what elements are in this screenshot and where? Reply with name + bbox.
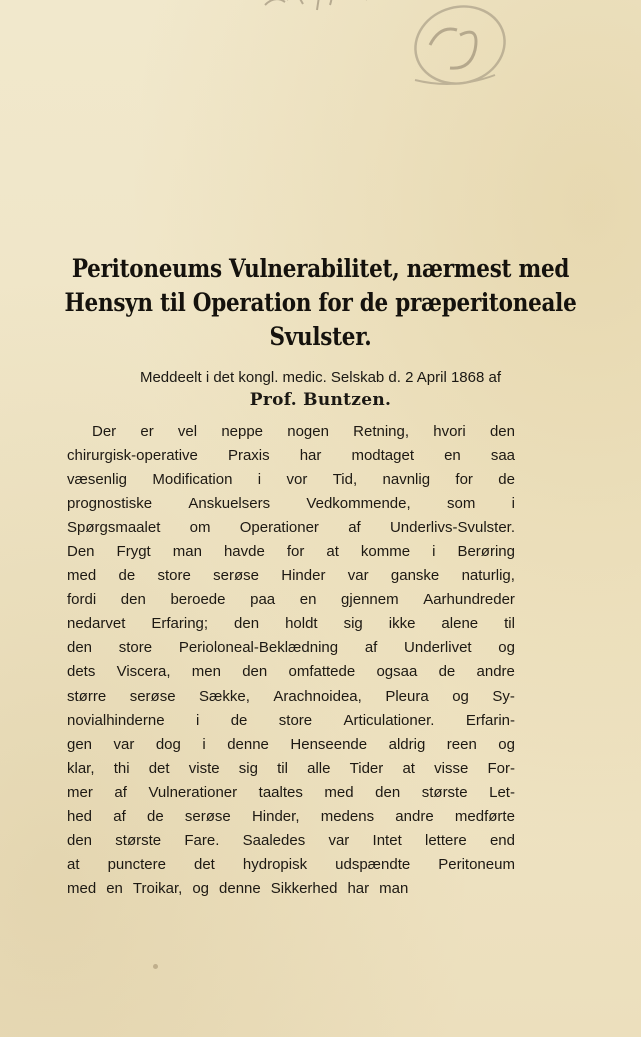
word: den bbox=[489, 423, 515, 440]
word: for bbox=[286, 543, 305, 561]
word: som bbox=[446, 495, 476, 513]
word: at bbox=[326, 543, 339, 561]
word: neppe bbox=[221, 423, 264, 440]
word: Perioloneal-Beklædning bbox=[178, 639, 339, 657]
word: thi bbox=[113, 759, 130, 777]
word: Fare. bbox=[184, 831, 220, 849]
word: ikke bbox=[388, 615, 416, 633]
word: Articulationer. bbox=[343, 711, 435, 729]
word: Retning, bbox=[353, 423, 410, 440]
word: Spørgsmaalet bbox=[67, 519, 161, 537]
word: vor bbox=[286, 471, 308, 489]
title-line-1: Peritoneums Vulnerabilitet, nærmest med bbox=[71, 254, 570, 283]
word: den bbox=[120, 591, 146, 609]
text-line bbox=[67, 660, 515, 684]
word: var bbox=[113, 735, 135, 753]
word: man bbox=[379, 879, 409, 897]
text-line bbox=[67, 420, 515, 444]
word: med bbox=[67, 567, 97, 585]
text-line bbox=[67, 781, 515, 805]
word: dets bbox=[67, 663, 96, 681]
word: den bbox=[242, 663, 268, 681]
word: Tid, bbox=[332, 471, 358, 489]
text-line bbox=[67, 468, 515, 492]
word: af bbox=[348, 519, 361, 537]
word: største bbox=[115, 831, 162, 849]
word: og bbox=[498, 735, 515, 753]
word: Peritoneum bbox=[438, 855, 515, 873]
word: hydropisk bbox=[242, 855, 308, 873]
word: for bbox=[455, 471, 473, 489]
word: i bbox=[511, 495, 515, 513]
word: Saaledes bbox=[242, 831, 306, 849]
word: nogen bbox=[287, 423, 329, 440]
word: ganske bbox=[390, 567, 440, 585]
text-line bbox=[67, 757, 515, 781]
word: i bbox=[202, 735, 206, 753]
author-name: Prof. Buntzen. bbox=[249, 390, 392, 410]
word: Arachnoidea, bbox=[273, 687, 362, 705]
word: med bbox=[324, 783, 354, 801]
word: alene bbox=[441, 615, 479, 633]
word: Berøring bbox=[457, 543, 515, 561]
word: visse bbox=[434, 759, 469, 777]
word: taaltes bbox=[258, 783, 303, 801]
word: holdt bbox=[285, 615, 318, 633]
text-line bbox=[67, 685, 515, 709]
word: nedarvet bbox=[67, 615, 126, 633]
word: var bbox=[328, 831, 350, 849]
word: omfattede bbox=[288, 663, 356, 681]
text-line bbox=[67, 877, 515, 901]
word: om bbox=[189, 519, 211, 537]
word: gen bbox=[67, 735, 93, 753]
word: er bbox=[140, 423, 154, 440]
word: det bbox=[193, 855, 215, 873]
text-line bbox=[67, 444, 515, 468]
word: hvori bbox=[433, 423, 466, 440]
word: har bbox=[347, 879, 370, 897]
word: Underlivs-Svulster. bbox=[389, 519, 515, 537]
text-line bbox=[67, 733, 515, 757]
text-line bbox=[67, 805, 515, 829]
word: reen bbox=[446, 735, 477, 753]
word: har bbox=[299, 447, 322, 465]
word: aldrig bbox=[388, 735, 426, 753]
word: i bbox=[432, 543, 436, 561]
word: var bbox=[347, 567, 369, 585]
word: lettere bbox=[424, 831, 467, 849]
title-line-2: Hensyn til Operation for de præperitoneale bbox=[64, 288, 577, 317]
word: serøse bbox=[129, 687, 176, 705]
word: store bbox=[278, 711, 313, 729]
word: Hinder, bbox=[251, 807, 300, 825]
word: klar, bbox=[67, 759, 95, 777]
word: Anskuelsers bbox=[188, 495, 271, 513]
word: væsenlig bbox=[67, 471, 128, 489]
title-line-3: Svulster. bbox=[269, 322, 372, 351]
word: denne bbox=[227, 735, 269, 753]
word: de bbox=[498, 471, 515, 489]
word: man bbox=[172, 543, 202, 561]
word: punctere bbox=[107, 855, 166, 873]
word: Operationer bbox=[239, 519, 319, 537]
word: alle bbox=[307, 759, 331, 777]
word: den bbox=[375, 783, 401, 801]
word: sig bbox=[238, 759, 258, 777]
word: Sikkerhed bbox=[270, 879, 338, 897]
word: Pleura bbox=[385, 687, 429, 705]
word: gjennem bbox=[341, 591, 399, 609]
word: store bbox=[118, 639, 153, 657]
article-title bbox=[62, 252, 579, 354]
word: novialhinderne bbox=[67, 711, 165, 729]
word: dog bbox=[155, 735, 181, 753]
word: de bbox=[118, 567, 136, 585]
word: større bbox=[67, 687, 107, 705]
word: Underlivet bbox=[404, 639, 472, 657]
text-line bbox=[67, 492, 515, 516]
word: hed bbox=[67, 807, 93, 825]
word: saa bbox=[490, 447, 515, 465]
text-line bbox=[67, 829, 515, 853]
word: Viscera, bbox=[116, 663, 171, 681]
word: serøse bbox=[184, 807, 231, 825]
word: Henseende bbox=[290, 735, 368, 753]
word: en bbox=[106, 879, 123, 897]
word: Sy- bbox=[492, 687, 515, 705]
word: Praxis bbox=[227, 447, 270, 465]
word: Let- bbox=[489, 783, 515, 801]
word: end bbox=[489, 831, 515, 849]
word: til bbox=[504, 615, 515, 633]
text-line bbox=[67, 709, 515, 733]
text-line bbox=[67, 516, 515, 540]
word: til bbox=[277, 759, 288, 777]
library-stamp bbox=[225, 0, 525, 100]
word: af bbox=[364, 639, 378, 657]
word: Modification bbox=[152, 471, 233, 489]
word: i bbox=[257, 471, 262, 489]
word: udspændte bbox=[335, 855, 411, 873]
word: en bbox=[299, 591, 317, 609]
word: Der bbox=[92, 423, 117, 440]
word: komme bbox=[360, 543, 411, 561]
word: store bbox=[157, 567, 191, 585]
word: de bbox=[438, 663, 456, 681]
presentation-note: Meddeelt i det kongl. medic. Selskab d. 2 April 1868 af bbox=[139, 369, 502, 386]
word: Vedkommende, bbox=[306, 495, 411, 513]
word: fordi bbox=[67, 591, 97, 609]
text-line bbox=[67, 636, 515, 660]
word: Aarhundreder bbox=[423, 591, 515, 609]
word: mer bbox=[67, 783, 93, 801]
word: den bbox=[67, 831, 93, 849]
word: af bbox=[113, 807, 126, 825]
article-byline bbox=[40, 366, 601, 412]
word: at bbox=[67, 855, 80, 873]
word: Sække, bbox=[199, 687, 250, 705]
text-line bbox=[67, 540, 515, 564]
word: beroede bbox=[170, 591, 226, 609]
word: Intet bbox=[372, 831, 402, 849]
text-line bbox=[67, 612, 515, 636]
word: de bbox=[230, 711, 248, 729]
word: serøse bbox=[213, 567, 259, 585]
word: vel bbox=[177, 423, 198, 440]
word: ogsaa bbox=[376, 663, 418, 681]
word: Frygt bbox=[116, 543, 151, 561]
word: chirurgisk-operative bbox=[67, 447, 198, 465]
word: Vulnerationer bbox=[148, 783, 238, 801]
word: den bbox=[67, 639, 93, 657]
word: andre bbox=[395, 807, 434, 825]
word: prognostiske bbox=[67, 495, 153, 513]
word: modtaget bbox=[351, 447, 414, 465]
text-line bbox=[67, 564, 515, 588]
word: og bbox=[498, 639, 515, 657]
word: og bbox=[192, 879, 210, 897]
word: medens bbox=[320, 807, 375, 825]
word: medførte bbox=[454, 807, 515, 825]
word: For- bbox=[487, 759, 515, 777]
word: Troikar, bbox=[132, 879, 183, 897]
word: sig bbox=[343, 615, 363, 633]
word: viste bbox=[188, 759, 220, 777]
word: de bbox=[146, 807, 164, 825]
word: det bbox=[148, 759, 170, 777]
paper-spot bbox=[153, 964, 158, 969]
word: Tider bbox=[349, 759, 384, 777]
word: andre bbox=[476, 663, 515, 681]
word: havde bbox=[223, 543, 265, 561]
text-line bbox=[67, 588, 515, 612]
word: en bbox=[444, 447, 461, 465]
word: Hinder bbox=[281, 567, 326, 585]
word: denne bbox=[219, 879, 261, 897]
word: og bbox=[452, 687, 469, 705]
word: Erfaring; bbox=[151, 615, 209, 633]
word: Den bbox=[67, 543, 95, 561]
word: i bbox=[195, 711, 200, 729]
word: navnlig bbox=[382, 471, 431, 489]
body-paragraph bbox=[67, 420, 515, 901]
word: af bbox=[114, 783, 127, 801]
word: største bbox=[421, 783, 468, 801]
word: paa bbox=[250, 591, 276, 609]
text-line bbox=[67, 853, 515, 877]
word: med bbox=[67, 879, 97, 897]
word: naturlig, bbox=[461, 567, 515, 585]
word: at bbox=[402, 759, 415, 777]
word: den bbox=[234, 615, 260, 633]
word: Erfarin- bbox=[465, 711, 515, 729]
word: men bbox=[191, 663, 221, 681]
